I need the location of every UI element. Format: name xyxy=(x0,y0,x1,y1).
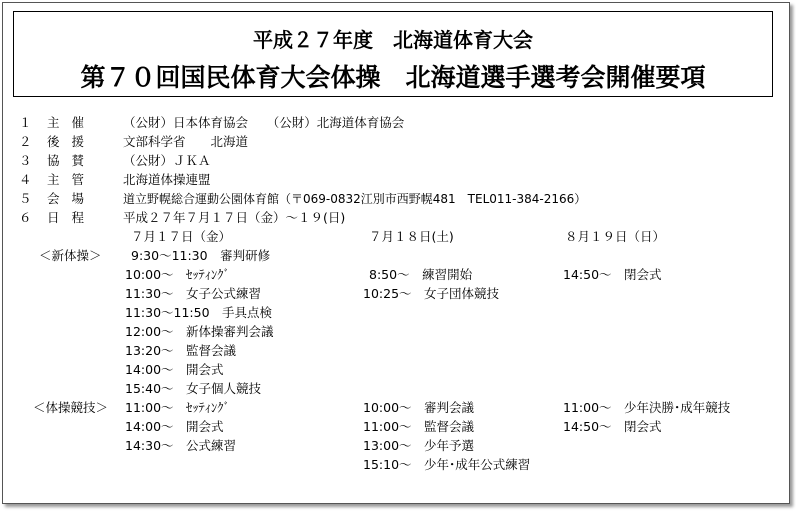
item-value: （公財）ＪＫＡ xyxy=(123,153,211,168)
item-label: 主管 xyxy=(47,172,97,187)
section-label-rhythmic: ＜新体操＞ xyxy=(39,248,102,263)
schedule-entry: 15:40～ 女子個人競技 xyxy=(125,381,262,396)
page-subtitle: 第７０回国民体育大会体操 北海道選手選考会開催要項 xyxy=(80,63,706,92)
day-header-3: ８月１９日（日） xyxy=(565,229,666,244)
schedule-entry: 13:00～ 少年予選 xyxy=(363,438,475,453)
item-label: 後援 xyxy=(47,134,97,149)
day-header-2: ７月１８日(土) xyxy=(369,229,454,244)
item-label: 会場 xyxy=(47,191,97,206)
item-number: ３ xyxy=(19,153,32,168)
schedule-entry: 11:30～ 女子公式練習 xyxy=(125,286,262,301)
item-value: 北海道体操連盟 xyxy=(123,172,211,187)
schedule-entry: 9:30～11:30 審判研修 xyxy=(131,248,271,263)
schedule-entry: 11:00～ 監督会議 xyxy=(363,419,475,434)
title-box xyxy=(13,11,773,97)
item-value: 文部科学省 北海道 xyxy=(123,134,249,149)
schedule-entry: 12:00～ 新体操審判会議 xyxy=(125,324,274,339)
item-value: 平成２７年７月１７日（金）～１９(日) xyxy=(123,210,346,225)
schedule-entry: 10:00～ 審判会議 xyxy=(363,400,475,415)
item-number: ２ xyxy=(19,134,32,149)
document-page xyxy=(2,2,790,504)
item-label: 日程 xyxy=(47,210,97,225)
schedule-entry: 10:00～ ｾｯﾃｨﾝｸﾞ xyxy=(125,267,230,282)
schedule-entry: 11:00～ ｾｯﾃｨﾝｸﾞ xyxy=(125,400,230,415)
schedule-entry: 14:50～ 閉会式 xyxy=(563,267,662,282)
schedule-entry: 11:00～ 少年決勝･成年競技 xyxy=(563,400,731,415)
item-number: ６ xyxy=(19,210,32,225)
schedule-entry: 15:10～ 少年･成年公式練習 xyxy=(363,457,531,472)
schedule-entry: 13:20～ 監督会議 xyxy=(125,343,237,358)
day-header-1: ７月１７日（金） xyxy=(131,229,232,244)
schedule-entry: 14:00～ 開会式 xyxy=(125,362,224,377)
schedule-entry: 14:50～ 閉会式 xyxy=(563,419,662,434)
item-label: 協賛 xyxy=(47,153,97,168)
schedule-entry: 14:30～ 公式練習 xyxy=(125,438,237,453)
schedule-entry: 8:50～ 練習開始 xyxy=(369,267,473,282)
item-value: 道立野幌総合運動公園体育館（〒069-0832江別市西野幌481 TEL011-384-2166） xyxy=(123,192,587,206)
item-number: ４ xyxy=(19,172,32,187)
item-value: （公財）日本体育協会 （公財）北海道体育協会 xyxy=(123,115,405,130)
page-title: 平成２７年度 北海道体育大会 xyxy=(253,28,533,52)
schedule-entry: 14:00～ 開会式 xyxy=(125,419,224,434)
section-label-artistic: ＜体操競技＞ xyxy=(33,400,109,415)
item-label: 主催 xyxy=(47,115,97,130)
schedule-entry: 10:25～ 女子団体競技 xyxy=(363,286,500,301)
item-number: ５ xyxy=(19,191,32,206)
item-number: １ xyxy=(19,115,32,130)
schedule-entry: 11:30～11:50 手具点検 xyxy=(125,305,273,320)
